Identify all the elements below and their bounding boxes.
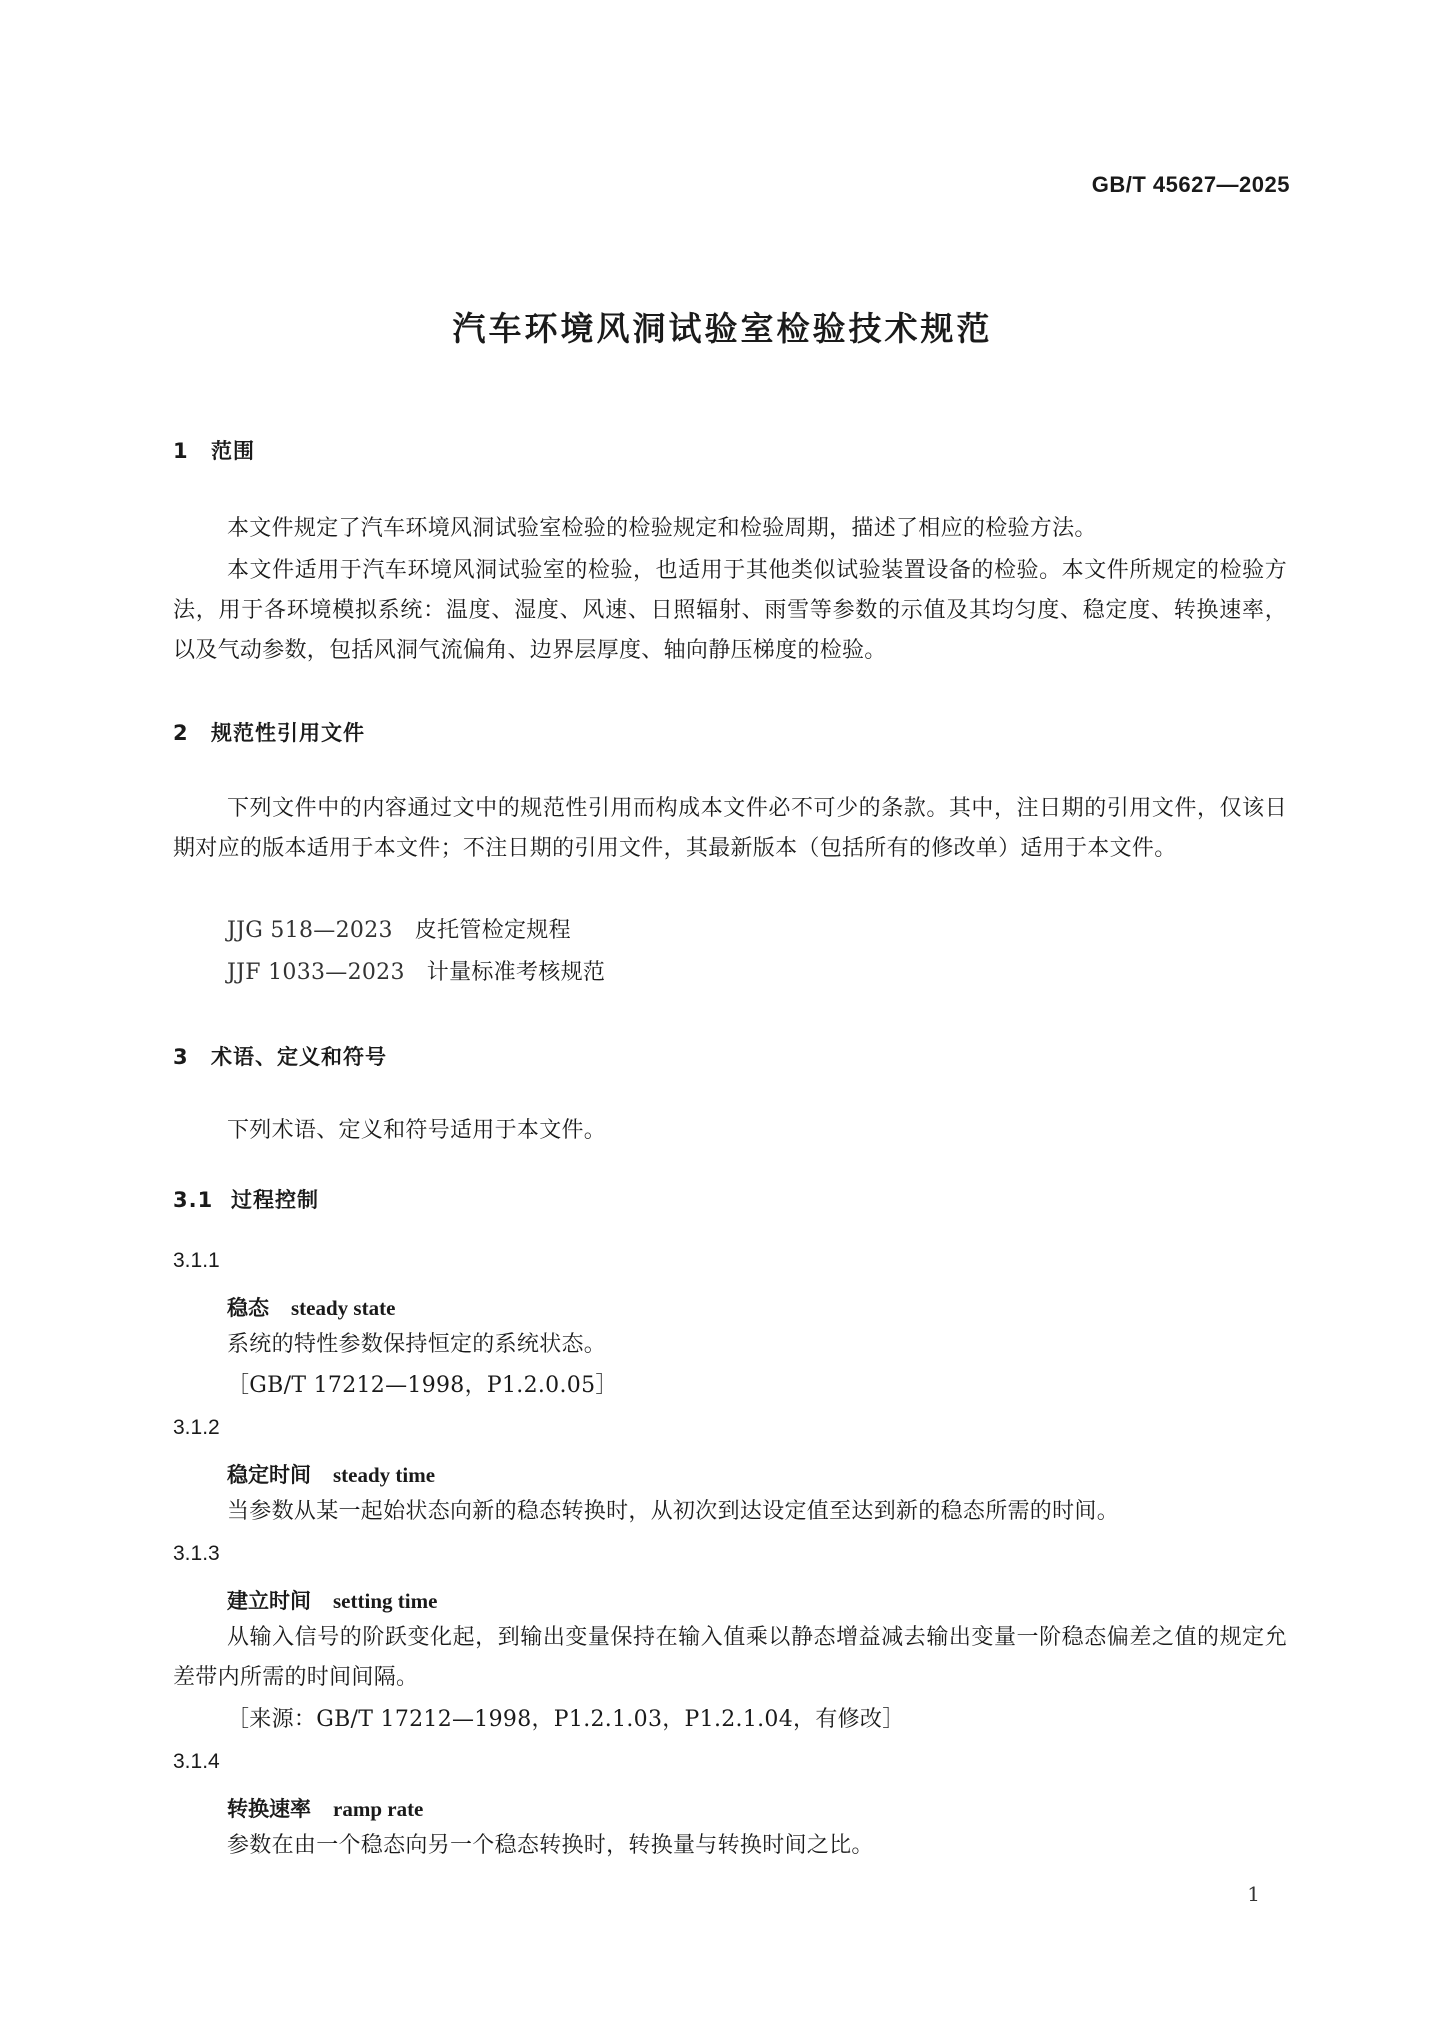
section-title: 规范性引用文件 xyxy=(211,721,365,745)
term-number: 3.1.3 xyxy=(173,1542,220,1565)
term-zh: 稳定时间 xyxy=(227,1463,311,1487)
term-en: steady state xyxy=(291,1296,396,1320)
term-zh: 转换速率 xyxy=(227,1797,311,1821)
term-zh: 建立时间 xyxy=(227,1589,311,1613)
reference-title: 计量标准考核规范 xyxy=(426,960,606,985)
section-title: 范围 xyxy=(211,439,255,463)
term-source: ［GB/T 17212—1998，P1.2.0.05］ xyxy=(227,1373,618,1398)
reference-item xyxy=(227,911,571,951)
section-heading-normative-references xyxy=(173,717,365,747)
term-heading xyxy=(227,1585,437,1615)
section-title: 术语、定义和符号 xyxy=(211,1045,387,1069)
term-en: steady time xyxy=(333,1463,436,1487)
term-heading xyxy=(227,1292,395,1322)
term-number: 3.1.2 xyxy=(173,1416,220,1439)
subsection-heading-process-control xyxy=(173,1184,319,1214)
term-number: 3.1.4 xyxy=(173,1750,220,1773)
references-paragraph: 下列文件中的内容通过文中的规范性引用而构成本文件必不可少的条款。其中，注日期的引用文件，仅该日期对应的版本适用于本文件；不注日期的引用文件，其最新版本（包括所有的修改单）适用于本文件。 xyxy=(173,796,1287,861)
reference-item xyxy=(227,953,605,993)
term-en: ramp rate xyxy=(333,1797,424,1821)
term-number: 3.1.1 xyxy=(173,1249,220,1272)
subsection-title: 过程控制 xyxy=(231,1188,319,1212)
term-zh: 稳态 xyxy=(227,1296,269,1320)
section-number: 1 xyxy=(173,439,189,463)
term-definition: 参数在由一个稳态向另一个稳态转换时，转换量与转换时间之比。 xyxy=(227,1833,874,1858)
section-number: 3 xyxy=(173,1045,189,1069)
page-number: 1 xyxy=(1247,1882,1260,1906)
reference-title: 皮托管检定规程 xyxy=(414,918,571,943)
reference-code: JJG 518—2023 xyxy=(227,918,393,943)
section-heading-terms xyxy=(173,1041,387,1071)
term-heading xyxy=(227,1793,423,1823)
term-definition: 当参数从某一起始状态向新的稳态转换时，从初次到达设定值至达到新的稳态所需的时间。 xyxy=(227,1499,1120,1524)
term-source: ［来源：GB/T 17212—1998，P1.2.1.03，P1.2.1.04，有修改］ xyxy=(227,1707,905,1732)
term-definition: 系统的特性参数保持恒定的系统状态。 xyxy=(227,1332,607,1357)
term-heading xyxy=(227,1459,435,1489)
scope-paragraph-1: 本文件规定了汽车环境风洞试验室检验的检验规定和检验周期，描述了相应的检验方法。 xyxy=(227,516,1097,541)
document-title: 汽车环境风洞试验室检验技术规范 xyxy=(452,309,993,348)
section-number: 2 xyxy=(173,721,189,745)
terms-intro: 下列术语、定义和符号适用于本文件。 xyxy=(227,1118,607,1143)
standard-code: GB/T 45627—2025 xyxy=(1091,172,1290,197)
section-heading-scope xyxy=(173,435,255,465)
subsection-number: 3.1 xyxy=(173,1188,214,1212)
reference-code: JJF 1033—2023 xyxy=(227,960,405,985)
scope-paragraph-2: 本文件适用于汽车环境风洞试验室的检验，也适用于其他类似试验装置设备的检验。本文件所规定的检验方法，用于各环境模拟系统：温度、湿度、风速、日照辐射、雨雪等参数的示值及其均匀度、稳定度、转换速率，以及气动参数，包括风洞气流偏角、边界层厚度、轴向静压梯度的检验。 xyxy=(173,558,1287,663)
term-definition: 从输入信号的阶跃变化起，到输出变量保持在输入值乘以静态增益减去输出变量一阶稳态偏差之值的规定允差带内所需的时间间隔。 xyxy=(173,1625,1287,1690)
term-en: setting time xyxy=(333,1589,438,1613)
